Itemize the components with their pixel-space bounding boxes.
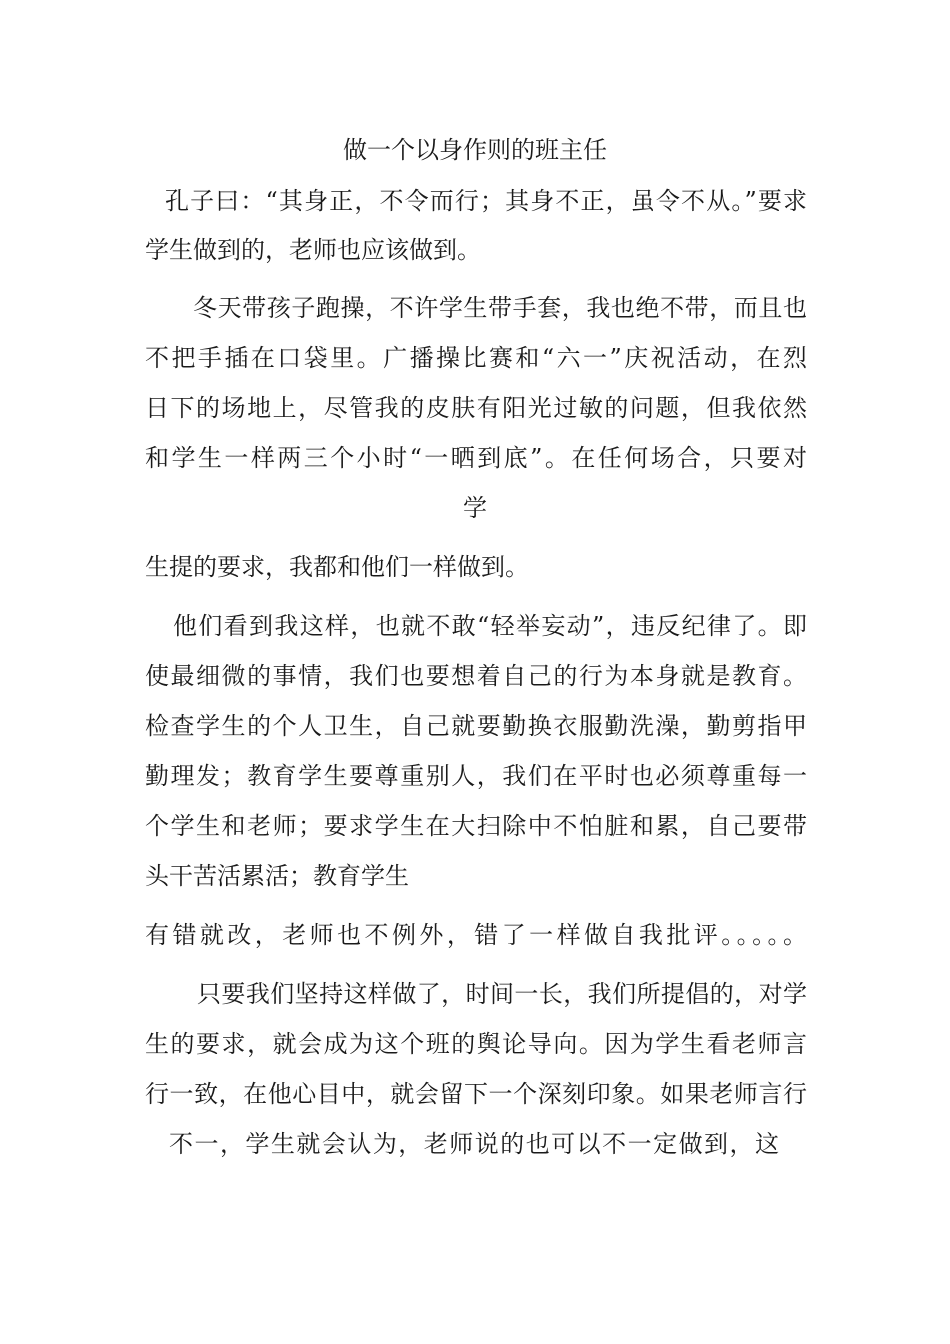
text-line: 不把手插在口袋里。广播操比赛和“六一”庆祝活动，在烈 (145, 344, 807, 372)
text-line: 学 (463, 494, 487, 522)
text-line: 个学生和老师；要求学生在大扫除中不怕脏和累，自己要带 (145, 812, 807, 840)
text-line: 他们看到我这样，也就不敢“轻举妄动”，违反纪律了。即 (173, 612, 807, 640)
text-line: 不一，学生就会认为，老师说的也可以不一定做到，这 (169, 1130, 779, 1158)
text-line: 生的要求，就会成为这个班的舆论导向。因为学生看老师言 (145, 1030, 807, 1058)
text-line: 和学生一样两三个小时“一晒到底”。在任何场合，只要对 (145, 444, 807, 472)
text-line: 学生做到的，老师也应该做到。 (145, 236, 481, 264)
text-line: 使最细微的事情，我们也要想着自己的行为本身就是教育。 (145, 662, 807, 690)
text-line: 勤理发；教育学生要尊重别人，我们在平时也必须尊重每一 (145, 762, 807, 790)
text-line: 生提的要求，我都和他们一样做到。 (145, 553, 529, 581)
text-line: 有错就改，老师也不例外，错了一样做自我批评。。。。。 (145, 921, 807, 949)
text-line: 只要我们坚持这样做了，时间一长，我们所提倡的，对学 (197, 980, 807, 1008)
text-line: 头干苦活累活；教育学生 (145, 862, 409, 890)
text-line: 日下的场地上，尽管我的皮肤有阳光过敏的问题，但我依然 (145, 394, 807, 422)
text-line: 行一致，在他心目中，就会留下一个深刻印象。如果老师言行 (145, 1080, 807, 1108)
text-line: 冬天带孩子跑操，不许学生带手套，我也绝不带，而且也 (193, 294, 807, 322)
document-title: 做一个以身作则的班主任 (343, 136, 607, 164)
text-line: 孔子曰：“其身正，不令而行；其身不正，虽令不从。”要求 (165, 187, 807, 215)
text-line: 检查学生的个人卫生，自己就要勤换衣服勤洗澡，勤剪指甲 (145, 712, 807, 740)
